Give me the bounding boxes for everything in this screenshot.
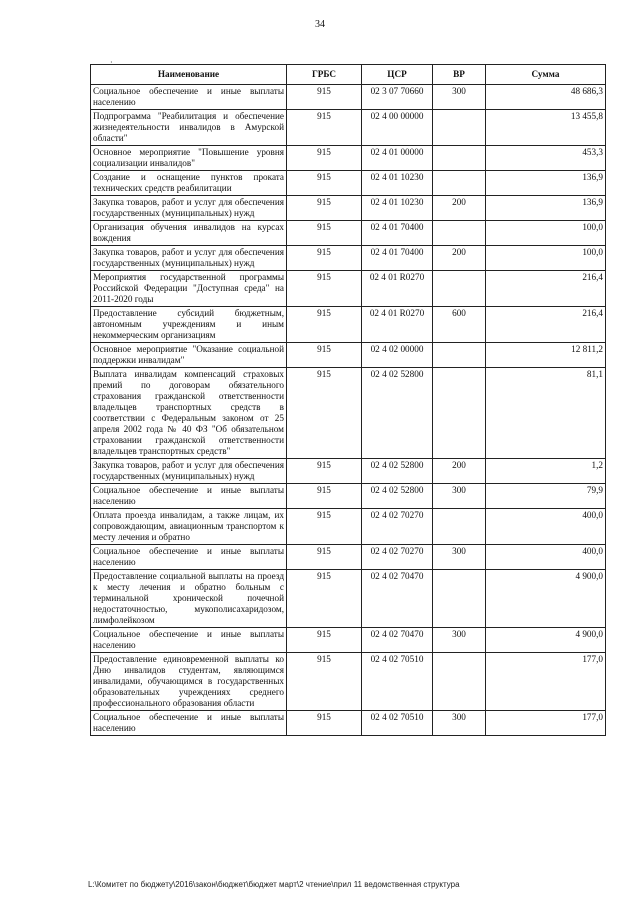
cell-name: Социальное обеспечение и иные выплаты населению xyxy=(91,85,287,110)
cell-sum: 400,0 xyxy=(486,545,606,570)
cell-csr: 02 4 01 R0270 xyxy=(362,307,433,343)
table-row xyxy=(91,146,606,171)
cell-csr: 02 4 02 70270 xyxy=(362,545,433,570)
cell-name: Выплата инвалидам компенсаций страховых премий по договорам обязательного страхования гражданской ответственности владельцев транспортных средств в соответствии с Федеральным законом от 25 апреля 2002 года № 40 ФЗ "Об обязательном страховании гражданской ответственности владельцев транспортных средств" xyxy=(91,368,287,459)
cell-grbs: 915 xyxy=(287,171,362,196)
cell-csr: 02 4 02 70510 xyxy=(362,653,433,711)
cell-grbs: 915 xyxy=(287,196,362,221)
cell-name: Социальное обеспечение и иные выплаты населению xyxy=(91,628,287,653)
cell-grbs: 915 xyxy=(287,221,362,246)
cell-csr: 02 4 01 R0270 xyxy=(362,271,433,307)
cell-csr: 02 4 01 10230 xyxy=(362,196,433,221)
cell-grbs: 915 xyxy=(287,711,362,736)
table-row xyxy=(91,545,606,570)
cell-sum: 100,0 xyxy=(486,221,606,246)
cell-sum: 177,0 xyxy=(486,711,606,736)
cell-name: Мероприятия государственной программы Российской Федерации "Доступная среда" на 2011-2020 годы xyxy=(91,271,287,307)
cell-csr: 02 4 02 52800 xyxy=(362,368,433,459)
cell-name: Основное мероприятие "Оказание социальной поддержки инвалидам" xyxy=(91,343,287,368)
table-row xyxy=(91,484,606,509)
cell-csr: 02 4 02 70470 xyxy=(362,570,433,628)
cell-sum: 4 900,0 xyxy=(486,628,606,653)
cell-name: Организация обучения инвалидов на курсах вождения xyxy=(91,221,287,246)
cell-vr xyxy=(433,110,486,146)
cell-vr: 200 xyxy=(433,246,486,271)
table-row xyxy=(91,628,606,653)
cell-vr: 300 xyxy=(433,711,486,736)
cell-grbs: 915 xyxy=(287,484,362,509)
cell-csr: 02 4 02 52800 xyxy=(362,459,433,484)
table-row xyxy=(91,246,606,271)
cell-name: Закупка товаров, работ и услуг для обеспечения государственных (муниципальных) нужд xyxy=(91,459,287,484)
cell-grbs: 915 xyxy=(287,368,362,459)
cell-sum: 81,1 xyxy=(486,368,606,459)
cell-sum: 216,4 xyxy=(486,307,606,343)
cell-sum: 79,9 xyxy=(486,484,606,509)
cell-vr: 200 xyxy=(433,196,486,221)
cell-csr: 02 4 02 70510 xyxy=(362,711,433,736)
cell-vr: 600 xyxy=(433,307,486,343)
cell-vr xyxy=(433,653,486,711)
cell-grbs: 915 xyxy=(287,459,362,484)
cell-vr: 300 xyxy=(433,85,486,110)
cell-csr: 02 4 02 00000 xyxy=(362,343,433,368)
cell-sum: 1,2 xyxy=(486,459,606,484)
cell-vr xyxy=(433,271,486,307)
cell-grbs: 915 xyxy=(287,146,362,171)
cell-sum: 453,3 xyxy=(486,146,606,171)
cell-sum: 13 455,8 xyxy=(486,110,606,146)
table-row xyxy=(91,343,606,368)
page-number: 34 xyxy=(315,19,325,30)
scan-mark: · xyxy=(110,58,113,67)
cell-csr: 02 4 02 70470 xyxy=(362,628,433,653)
cell-csr: 02 4 01 70400 xyxy=(362,221,433,246)
cell-csr: 02 3 07 70660 xyxy=(362,85,433,110)
cell-vr xyxy=(433,221,486,246)
table-row xyxy=(91,368,606,459)
cell-sum: 400,0 xyxy=(486,509,606,545)
cell-name: Закупка товаров, работ и услуг для обеспечения государственных (муниципальных) нужд xyxy=(91,196,287,221)
table-row xyxy=(91,653,606,711)
cell-name: Социальное обеспечение и иные выплаты населению xyxy=(91,484,287,509)
cell-vr: 300 xyxy=(433,545,486,570)
cell-name: Подпрограмма "Реабилитация и обеспечение жизнедеятельности инвалидов в Амурской области" xyxy=(91,110,287,146)
table-row xyxy=(91,171,606,196)
cell-name: Социальное обеспечение и иные выплаты населению xyxy=(91,545,287,570)
footer-file-path: L:\Комитет по бюджету\2016\закон\бюджет\бюджет март\2 чтение\прил 11 ведомственная структура xyxy=(88,880,460,889)
header-csr: ЦСР xyxy=(362,65,433,85)
cell-name: Закупка товаров, работ и услуг для обеспечения государственных (муниципальных) нужд xyxy=(91,246,287,271)
cell-sum: 4 900,0 xyxy=(486,570,606,628)
cell-name: Предоставление единовременной выплаты ко Дню инвалидов студентам, являющимся инвалидами, обучающимся в государственных образовательных учреждениях среднего профессионального образования области xyxy=(91,653,287,711)
header-name: Наименование xyxy=(91,65,287,85)
cell-sum: 12 811,2 xyxy=(486,343,606,368)
cell-grbs: 915 xyxy=(287,653,362,711)
cell-name: Оплата проезда инвалидам, а также лицам, их сопровождающим, авиационным транспортом к месту лечения и обратно xyxy=(91,509,287,545)
header-grbs: ГРБС xyxy=(287,65,362,85)
table-row xyxy=(91,307,606,343)
table-row xyxy=(91,509,606,545)
cell-csr: 02 4 02 70270 xyxy=(362,509,433,545)
cell-vr: 200 xyxy=(433,459,486,484)
table-row xyxy=(91,221,606,246)
cell-grbs: 915 xyxy=(287,271,362,307)
cell-sum: 100,0 xyxy=(486,246,606,271)
cell-csr: 02 4 01 10230 xyxy=(362,171,433,196)
cell-sum: 48 686,3 xyxy=(486,85,606,110)
cell-csr: 02 4 01 70400 xyxy=(362,246,433,271)
cell-vr xyxy=(433,368,486,459)
cell-vr xyxy=(433,146,486,171)
cell-csr: 02 4 00 00000 xyxy=(362,110,433,146)
cell-vr xyxy=(433,343,486,368)
cell-csr: 02 4 01 00000 xyxy=(362,146,433,171)
cell-vr: 300 xyxy=(433,628,486,653)
cell-name: Создание и оснащение пунктов проката технических средств реабилитации xyxy=(91,171,287,196)
cell-name: Основное мероприятие "Повышение уровня социализации инвалидов" xyxy=(91,146,287,171)
header-sum: Сумма xyxy=(486,65,606,85)
cell-sum: 136,9 xyxy=(486,196,606,221)
cell-vr xyxy=(433,171,486,196)
cell-grbs: 915 xyxy=(287,628,362,653)
table-row xyxy=(91,271,606,307)
table-row xyxy=(91,711,606,736)
table-header-row xyxy=(91,65,606,85)
table-row xyxy=(91,110,606,146)
cell-vr: 300 xyxy=(433,484,486,509)
cell-sum: 216,4 xyxy=(486,271,606,307)
cell-name: Предоставление социальной выплаты на проезд к месту лечения и обратно больным с терминальной хронической почечной недостаточностью, мукополисахаридозом, лимфолейкозом xyxy=(91,570,287,628)
table-row xyxy=(91,196,606,221)
cell-sum: 136,9 xyxy=(486,171,606,196)
cell-csr: 02 4 02 52800 xyxy=(362,484,433,509)
cell-sum: 177,0 xyxy=(486,653,606,711)
cell-name: Предоставление субсидий бюджетным, автономным учреждениям и иным некоммерческим организациям xyxy=(91,307,287,343)
cell-grbs: 915 xyxy=(287,545,362,570)
table-row xyxy=(91,85,606,110)
cell-vr xyxy=(433,570,486,628)
cell-vr xyxy=(433,509,486,545)
cell-grbs: 915 xyxy=(287,85,362,110)
table-row xyxy=(91,459,606,484)
cell-grbs: 915 xyxy=(287,110,362,146)
header-vr: ВР xyxy=(433,65,486,85)
cell-grbs: 915 xyxy=(287,307,362,343)
cell-grbs: 915 xyxy=(287,343,362,368)
cell-name: Социальное обеспечение и иные выплаты населению xyxy=(91,711,287,736)
table-row xyxy=(91,570,606,628)
budget-table xyxy=(90,64,606,736)
cell-grbs: 915 xyxy=(287,246,362,271)
cell-grbs: 915 xyxy=(287,509,362,545)
cell-grbs: 915 xyxy=(287,570,362,628)
